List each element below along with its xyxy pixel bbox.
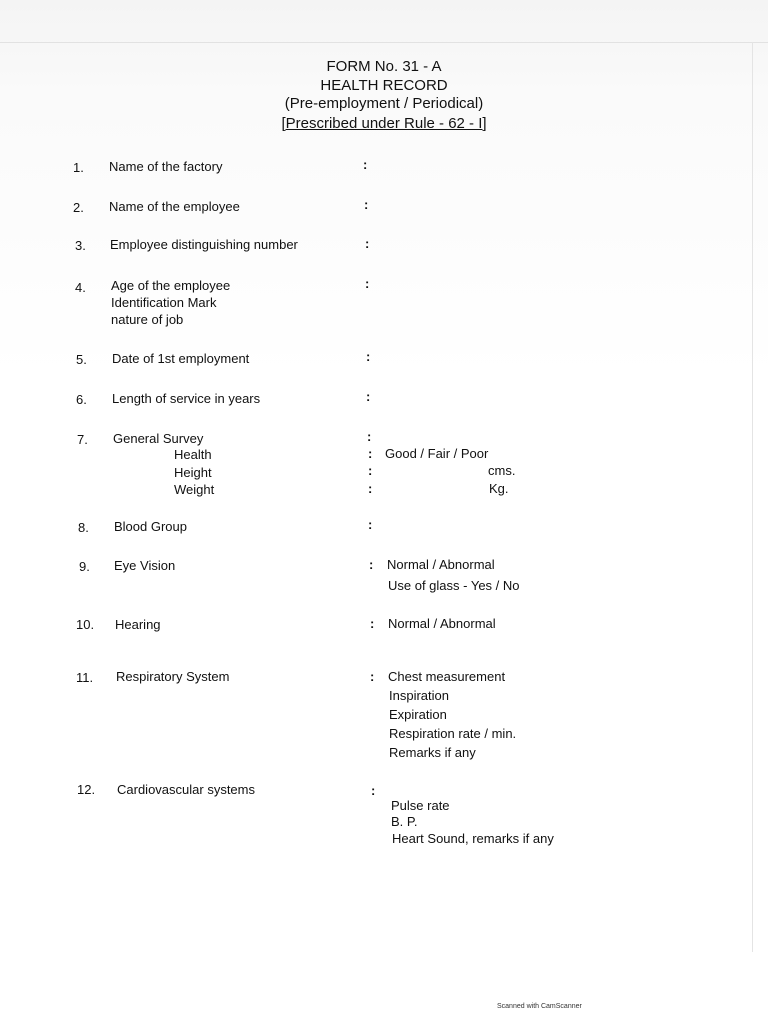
item-label: Cardiovascular systems — [117, 782, 255, 797]
scanner-watermark: Scanned with CamScanner — [497, 1003, 582, 1010]
item-colon: : — [369, 557, 374, 572]
heart-sound-remarks: Heart Sound, remarks if any — [392, 831, 554, 846]
eye-vision-value: Normal / Abnormal — [387, 557, 495, 572]
item-number: 12. — [77, 782, 96, 797]
item-label: Date of 1st employment — [112, 351, 250, 366]
item-colon: : — [366, 349, 371, 364]
item-number: 10. — [76, 617, 95, 632]
height-label: Height — [174, 465, 212, 480]
page-right-edge — [752, 42, 753, 952]
item-number: 8. — [78, 520, 89, 535]
form-rule: [Prescribed under Rule - 62 - I] — [281, 115, 487, 132]
weight-label: Weight — [174, 482, 215, 497]
form-rule-row — [0, 115, 768, 135]
item-colon: : — [367, 429, 372, 444]
weight-unit: Kg. — [489, 481, 509, 496]
page-top-edge — [0, 42, 768, 43]
use-of-glass-value: Use of glass - Yes / No — [388, 578, 520, 593]
item-colon: : — [370, 669, 375, 684]
respiration-rate: Respiration rate / min. — [389, 726, 517, 741]
form-subtitle-row — [0, 95, 768, 115]
item-number: 11. — [76, 670, 94, 685]
item-number: 7. — [77, 432, 88, 447]
item-number: 3. — [75, 238, 86, 253]
item-label: Length of service in years — [112, 391, 261, 406]
form-subtitle: (Pre-employment / Periodical) — [284, 95, 484, 112]
health-label: Health — [174, 447, 212, 462]
item-label: Employee distinguishing number — [110, 237, 298, 252]
item-colon: : — [368, 517, 373, 532]
item-label-age: Age of the employee — [111, 278, 231, 293]
height-unit: cms. — [488, 463, 516, 478]
item-colon: : — [371, 783, 376, 798]
inspiration: Inspiration — [389, 688, 449, 703]
item-colon: : — [366, 389, 371, 404]
item-label-nature-of-job: nature of job — [111, 312, 184, 327]
item-colon: : — [363, 157, 368, 172]
item-label: Eye Vision — [114, 558, 176, 573]
item-colon: : — [365, 276, 370, 291]
health-value: Good / Fair / Poor — [385, 446, 489, 461]
item-number: 5. — [76, 352, 87, 367]
item-number: 4. — [75, 280, 86, 295]
chest-measurement: Chest measurement — [388, 669, 506, 684]
item-number: 1. — [73, 160, 84, 175]
form-number: FORM No. 31 - A — [326, 58, 442, 75]
form-title-row — [0, 77, 768, 97]
item-label: Hearing — [115, 617, 161, 632]
item-label: General Survey — [113, 431, 204, 446]
item-colon: : — [365, 236, 370, 251]
item-label: Name of the factory — [109, 159, 223, 174]
item-number: 2. — [73, 200, 84, 215]
item-label: Name of the employee — [109, 199, 240, 214]
health-colon: : — [368, 446, 373, 461]
hearing-value: Normal / Abnormal — [388, 616, 496, 631]
item-colon: : — [370, 616, 375, 631]
item-label: Respiratory System — [116, 669, 230, 684]
blood-pressure: B. P. — [391, 814, 418, 829]
respiratory-remarks: Remarks if any — [389, 745, 476, 760]
item-number: 9. — [79, 559, 90, 574]
weight-colon: : — [368, 481, 373, 496]
height-colon: : — [368, 463, 373, 478]
form-title: HEALTH RECORD — [320, 77, 448, 94]
form-number-row — [0, 58, 768, 78]
pulse-rate: Pulse rate — [391, 798, 450, 813]
item-colon: : — [364, 197, 369, 212]
item-number: 6. — [76, 392, 87, 407]
expiration: Expiration — [389, 707, 447, 722]
item-label-identification: Identification Mark — [111, 295, 217, 310]
item-label: Blood Group — [114, 519, 187, 534]
